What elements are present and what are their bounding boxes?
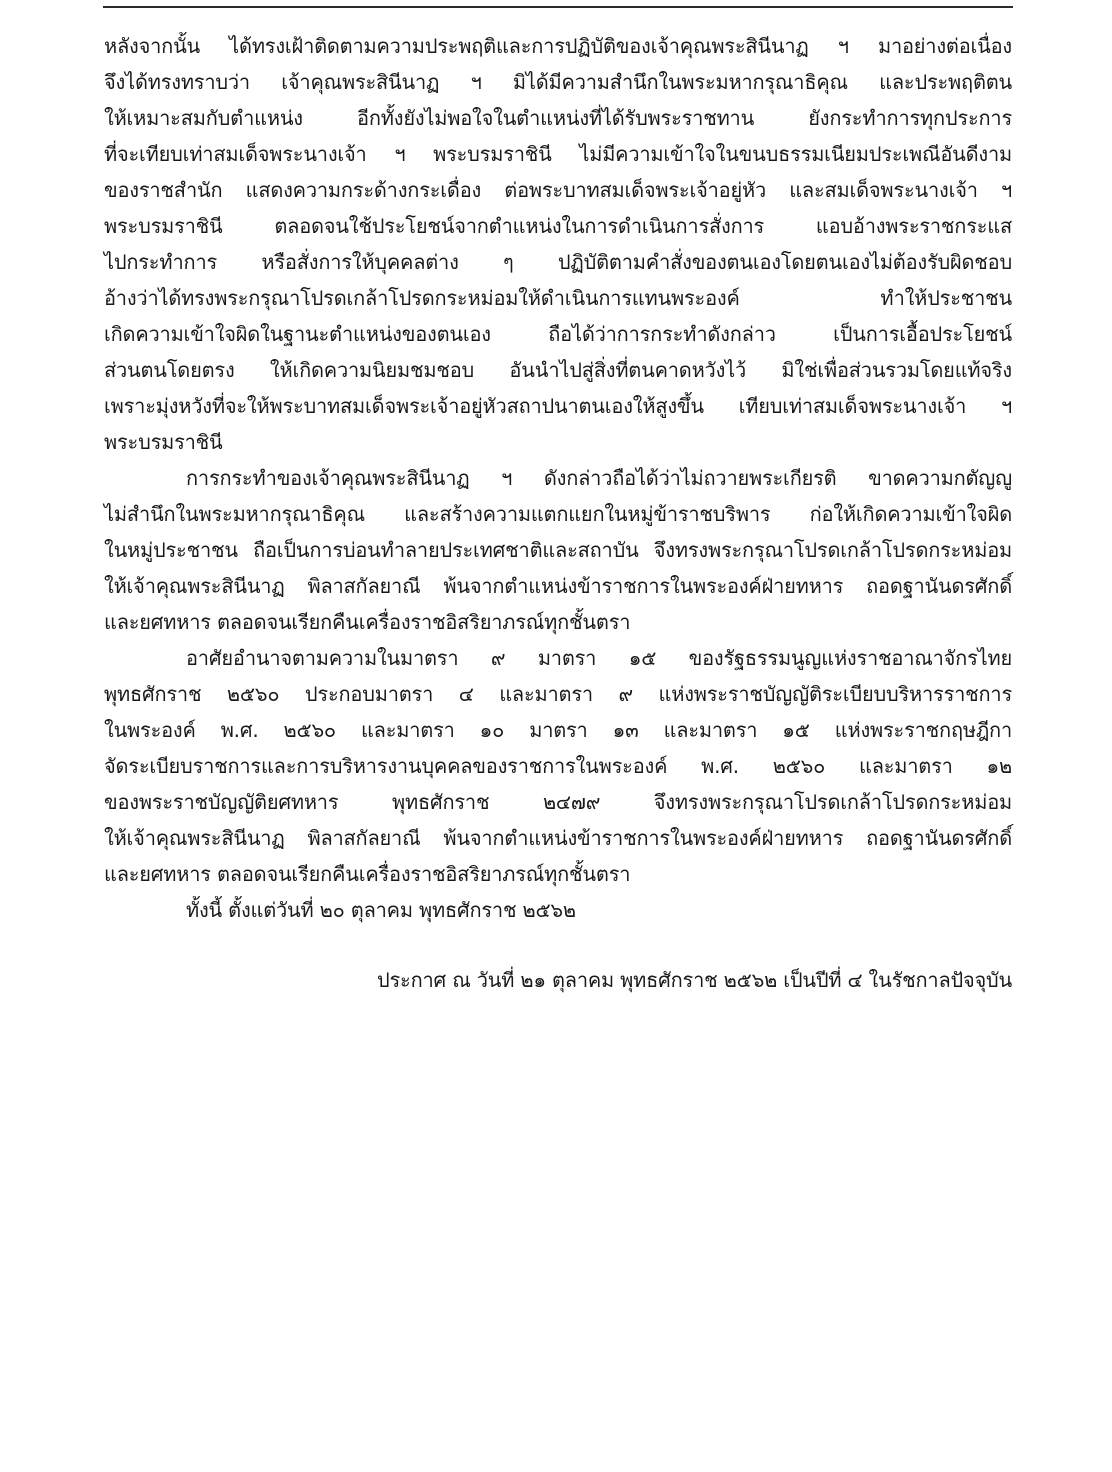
paragraph-line: พุทธศักราช ๒๕๖๐ ประกอบมาตรา ๔ และมาตรา ๙ แห่งพระราชบัญญัติระเบียบบริหารราชการ <box>104 682 1012 706</box>
top-rule <box>103 6 1013 8</box>
paragraph-line: และยศทหาร ตลอดจนเรียกคืนเครื่องราชอิสริยาภรณ์ทุกชั้นตรา <box>104 610 631 634</box>
paragraph-line: ให้เจ้าคุณพระสินีนาฏ พิลาสกัลยาณี พ้นจากตำแหน่งข้าราชการในพระองค์ฝ่ายทหาร ถอดฐานันดรศักดิ์ <box>104 826 1012 850</box>
paragraph-line: เกิดความเข้าใจผิดในฐานะตำแหน่งของตนเอง ถือได้ว่าการกระทำดังกล่าว เป็นการเอื้อประโยชน์ <box>104 322 1012 346</box>
paragraph-line: พระบรมราชินี <box>104 430 223 454</box>
paragraph-line: ทั้งนี้ ตั้งแต่วันที่ ๒๐ ตุลาคม พุทธศักราช ๒๕๖๒ <box>186 898 576 922</box>
paragraph-line: ให้เหมาะสมกับตำแหน่ง อีกทั้งยังไม่พอใจในตำแหน่งที่ได้รับพระราชทาน ยังกระทำการทุกประการ <box>104 106 1012 130</box>
paragraph-line: อ้างว่าได้ทรงพระกรุณาโปรดเกล้าโปรดกระหม่อมให้ดำเนินการแทนพระองค์ ทำให้ประชาชน <box>104 286 1012 310</box>
paragraph-line: พระบรมราชินี ตลอดจนใช้ประโยชน์จากตำแหน่งในการดำเนินการสั่งการ แอบอ้างพระราชกระแส <box>104 214 1012 238</box>
proclamation-date-line: ประกาศ ณ วันที่ ๒๑ ตุลาคม พุทธศักราช ๒๕๖๒ เป็นปีที่ ๔ ในรัชกาลปัจจุบัน <box>377 968 1012 992</box>
paragraph-line: อาศัยอำนาจตามความในมาตรา ๙ มาตรา ๑๕ ของรัฐธรรมนูญแห่งราชอาณาจักรไทย <box>186 646 1012 670</box>
paragraph-4 <box>104 892 1012 928</box>
paragraph-line: ในพระองค์ พ.ศ. ๒๕๖๐ และมาตรา ๑๐ มาตรา ๑๓ และมาตรา ๑๕ แห่งพระราชกฤษฎีกา <box>104 718 1012 742</box>
paragraph-2 <box>104 460 1012 640</box>
paragraph-line: ของพระราชบัญญัติยศทหาร พุทธศักราช ๒๔๗๙ จึงทรงพระกรุณาโปรดเกล้าโปรดกระหม่อม <box>104 790 1012 814</box>
paragraph-line: หลังจากนั้น ได้ทรงเฝ้าติดตามความประพฤติและการปฏิบัติของเจ้าคุณพระสินีนาฏ ฯ มาอย่างต่อเนื่อง <box>104 34 1012 58</box>
paragraph-line: การกระทำของเจ้าคุณพระสินีนาฏ ฯ ดังกล่าวถือได้ว่าไม่ถวายพระเกียรติ ขาดความกตัญญู <box>186 466 1012 490</box>
paragraph-line: จึงได้ทรงทราบว่า เจ้าคุณพระสินีนาฏ ฯ มิได้มีความสำนึกในพระมหากรุณาธิคุณ และประพฤติตน <box>104 70 1012 94</box>
paragraph-line: ไปกระทำการ หรือสั่งการให้บุคคลต่าง ๆ ปฏิบัติตามคำสั่งของตนเองโดยตนเองไม่ต้องรับผิดชอบ <box>104 250 1012 274</box>
paragraph-line: จัดระเบียบราชการและการบริหารงานบุคคลของราชการในพระองค์ พ.ศ. ๒๕๖๐ และมาตรา ๑๒ <box>104 754 1012 778</box>
paragraph-line: ส่วนตนโดยตรง ให้เกิดความนิยมชมชอบ อันนำไปสู่สิ่งที่ตนคาดหวังไว้ มิใช่เพื่อส่วนรวมโดยแท้จริง <box>104 358 1012 382</box>
paragraph-line: ของราชสำนัก แสดงความกระด้างกระเดื่อง ต่อพระบาทสมเด็จพระเจ้าอยู่หัว และสมเด็จพระนางเจ้า ฯ <box>104 178 1012 202</box>
paragraph-line: ไม่สำนึกในพระมหากรุณาธิคุณ และสร้างความแตกแยกในหมู่ข้าราชบริพาร ก่อให้เกิดความเข้าใจผิด <box>104 502 1012 526</box>
paragraph-1 <box>104 28 1012 460</box>
paragraph-line: ให้เจ้าคุณพระสินีนาฏ พิลาสกัลยาณี พ้นจากตำแหน่งข้าราชการในพระองค์ฝ่ายทหาร ถอดฐานันดรศักดิ์ <box>104 574 1012 598</box>
paragraph-line: และยศทหาร ตลอดจนเรียกคืนเครื่องราชอิสริยาภรณ์ทุกชั้นตรา <box>104 862 631 886</box>
paragraph-line: ในหมู่ประชาชน ถือเป็นการบ่อนทำลายประเทศชาติและสถาบัน จึงทรงพระกรุณาโปรดเกล้าโปรดกระหม่อม <box>104 538 1012 562</box>
spacer <box>104 928 1012 962</box>
paragraph-3 <box>104 640 1012 892</box>
paragraph-line: เพราะมุ่งหวังที่จะให้พระบาทสมเด็จพระเจ้าอยู่หัวสถาปนาตนเองให้สูงขึ้น เทียบเท่าสมเด็จพระนางเจ้า ฯ <box>104 394 1012 418</box>
document-body <box>104 28 1012 998</box>
paragraph-line: ที่จะเทียบเท่าสมเด็จพระนางเจ้า ฯ พระบรมราชินี ไม่มีความเข้าใจในขนบธรรมเนียมประเพณีอันดีงาม <box>104 142 1012 166</box>
